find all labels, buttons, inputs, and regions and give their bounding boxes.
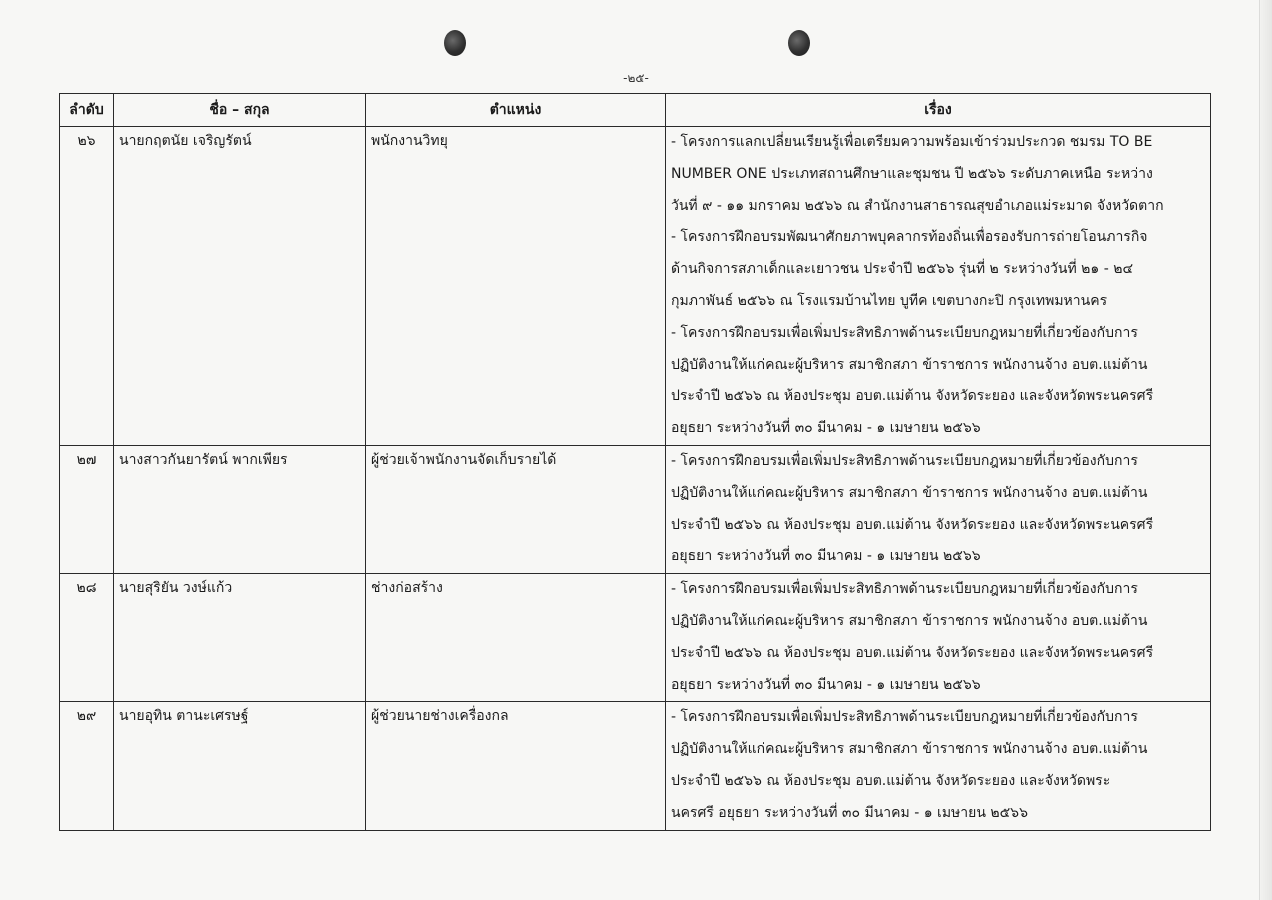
training-topics [666,702,1211,830]
person-name: นางสาวกันยารัตน์ พากเพียร [114,445,366,573]
person-position: ช่างก่อสร้าง [366,574,666,702]
topic-line: NUMBER ONE ประเภทสถานศึกษาและชุมชน ปี ๒๕๖๖ ระดับภาคเหนือ ระหว่าง [671,165,1153,182]
topic-line: นครศรี อยุธยา ระหว่างวันที่ ๓๐ มีนาคม - ๑ เมษายน ๒๕๖๖ [671,804,1028,821]
topic-line: - โครงการฝึกอบรมเพื่อเพิ่มประสิทธิภาพด้านระเบียบกฎหมายที่เกี่ยวข้องกับการ [671,452,1138,469]
topic-line: ปฏิบัติงานให้แก่คณะผู้บริหาร สมาชิกสภา ข้าราชการ พนักงานจ้าง อบต.แม่ต้าน [671,612,1148,629]
topic-line: - โครงการฝึกอบรมเพื่อเพิ่มประสิทธิภาพด้านระเบียบกฎหมายที่เกี่ยวข้องกับการ [671,581,1138,598]
row-number: ๒๘ [60,574,114,702]
table-header-row [60,94,1211,127]
header-topic: เรื่อง [666,94,1211,127]
topic-line: ประจำปี ๒๕๖๖ ณ ห้องประชุม อบต.แม่ต้าน จังหวัดระยอง และจังหวัดพระนครศรี [671,644,1154,661]
header-name: ชื่อ – สกุล [114,94,366,127]
row-number: ๒๙ [60,702,114,830]
person-position: ผู้ช่วยนายช่างเครื่องกล [366,702,666,830]
topic-line: ปฏิบัติงานให้แก่คณะผู้บริหาร สมาชิกสภา ข้าราชการ พนักงานจ้าง อบต.แม่ต้าน [671,484,1148,501]
topic-line: ด้านกิจการสภาเด็กและเยาวชน ประจำปี ๒๕๖๖ รุ่นที่ ๒ ระหว่างวันที่ ๒๑ - ๒๔ [671,261,1134,278]
person-name: นายกฤตนัย เจริญรัตน์ [114,127,366,446]
topic-line: ประจำปี ๒๕๖๖ ณ ห้องประชุม อบต.แม่ต้าน จังหวัดระยอง และจังหวัดพระนครศรี [671,516,1154,533]
row-number: ๒๗ [60,445,114,573]
table-row [60,574,1211,702]
topic-line: กุมภาพันธ์ ๒๕๖๖ ณ โรงแรมบ้านไทย บูทีค เขตบางกะปิ กรุงเทพมหานคร [671,292,1108,309]
table-row [60,127,1211,446]
training-topics [666,127,1211,446]
punch-hole-right [788,30,810,56]
topic-line: อยุธยา ระหว่างวันที่ ๓๐ มีนาคม - ๑ เมษายน ๒๕๖๖ [671,420,981,437]
topic-line: ปฏิบัติงานให้แก่คณะผู้บริหาร สมาชิกสภา ข้าราชการ พนักงานจ้าง อบต.แม่ต้าน [671,356,1148,373]
header-position: ตำแหน่ง [366,94,666,127]
table-row [60,702,1211,830]
page-number: -๒๕- [623,71,649,85]
punch-hole-left [444,30,466,56]
topic-line: - โครงการฝึกอบรมพัฒนาศักยภาพบุคลากรท้องถิ่นเพื่อรองรับการถ่ายโอนภารกิจ [671,229,1148,246]
header-no: ลำดับ [60,94,114,127]
topic-line: - โครงการฝึกอบรมเพื่อเพิ่มประสิทธิภาพด้านระเบียบกฎหมายที่เกี่ยวข้องกับการ [671,709,1138,726]
person-name: นายอุทิน ตานะเศรษฐ์ [114,702,366,830]
topic-line: ประจำปี ๒๕๖๖ ณ ห้องประชุม อบต.แม่ต้าน จังหวัดระยอง และจังหวัดพระ [671,772,1111,789]
topic-line: ประจำปี ๒๕๖๖ ณ ห้องประชุม อบต.แม่ต้าน จังหวัดระยอง และจังหวัดพระนครศรี [671,388,1154,405]
topic-line: อยุธยา ระหว่างวันที่ ๓๐ มีนาคม - ๑ เมษายน ๒๕๖๖ [671,548,981,565]
person-position: พนักงานวิทยุ [366,127,666,446]
person-name: นายสุริยัน วงษ์แก้ว [114,574,366,702]
person-position: ผู้ช่วยเจ้าพนักงานจัดเก็บรายได้ [366,445,666,573]
training-topics [666,574,1211,702]
row-number: ๒๖ [60,127,114,446]
scan-edge [1259,0,1272,900]
topic-line: อยุธยา ระหว่างวันที่ ๓๐ มีนาคม - ๑ เมษายน ๒๕๖๖ [671,676,981,693]
topic-line: - โครงการฝึกอบรมเพื่อเพิ่มประสิทธิภาพด้านระเบียบกฎหมายที่เกี่ยวข้องกับการ [671,324,1138,341]
training-topics [666,445,1211,573]
table-row [60,445,1211,573]
topic-line: - โครงการแลกเปลี่ยนเรียนรู้เพื่อเตรียมความพร้อมเข้าร่วมประกวด ชมรม TO BE [671,134,1153,150]
personnel-training-table [59,93,1211,831]
topic-line: วันที่ ๙ - ๑๑ มกราคม ๒๕๖๖ ณ สำนักงานสาธารณสุขอำเภอแม่ระมาด จังหวัดตาก [671,197,1164,214]
topic-line: ปฏิบัติงานให้แก่คณะผู้บริหาร สมาชิกสภา ข้าราชการ พนักงานจ้าง อบต.แม่ต้าน [671,741,1148,758]
